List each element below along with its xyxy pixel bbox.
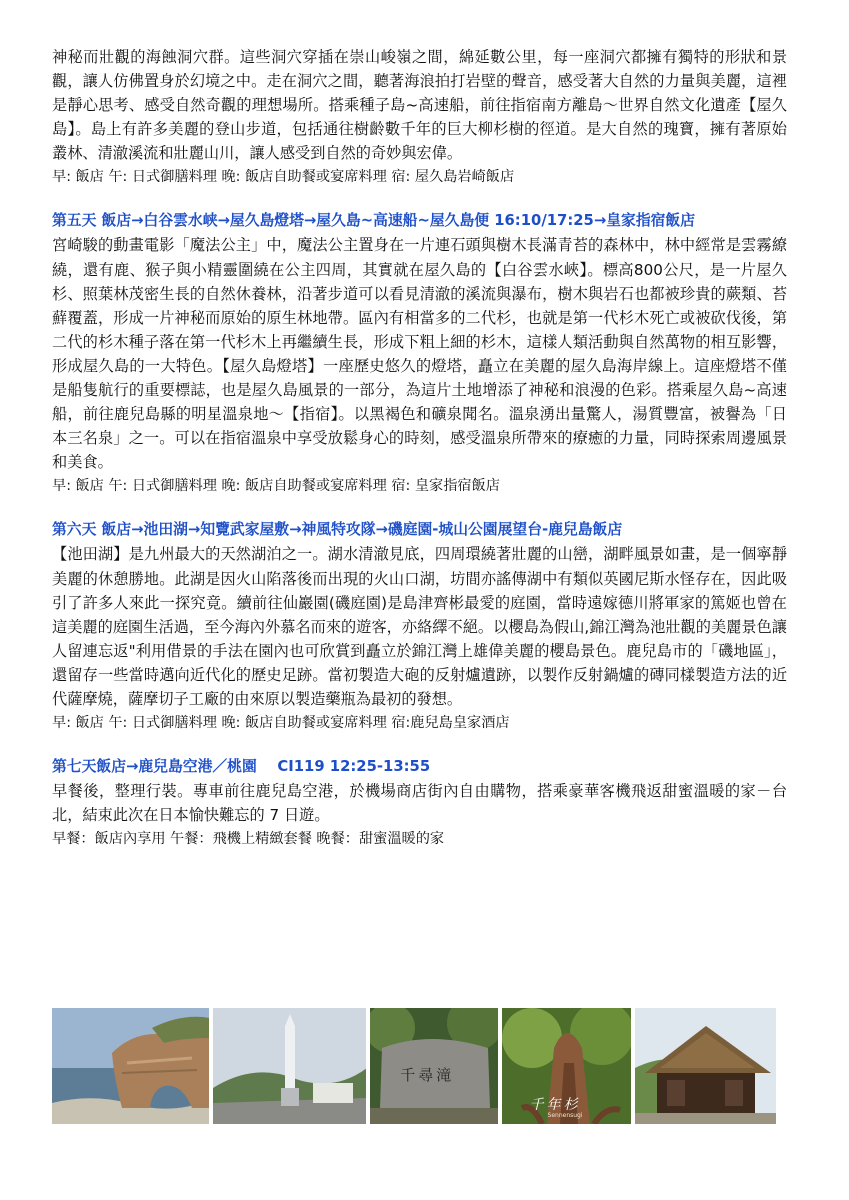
day6-title: 第六天 飯店→池田湖→知覽武家屋敷→神風特攻隊→磯庭園-城山公園展望台-鹿兒島飯店 (52, 521, 623, 539)
day6-meals: 早: 飯店 午: 日式御膳料理 晚: 飯店自助餐或宴席料理 宿:鹿兒島皇家酒店 (52, 715, 510, 732)
day7-meals: 早餐：飯店內享用 午餐：飛機上精緻套餐 晚餐：甜蜜溫暖的家 (52, 831, 445, 848)
cedar-caption: 千年杉 (529, 1097, 581, 1113)
stone-caption: 千尋滝 (400, 1066, 455, 1084)
photo-strip (52, 1008, 776, 1124)
day6-description: 【池田湖】是九州最大的天然湖泊之一。湖水清澈見底，四周環繞著壯麗的山巒，湖畔風景如畫，是一個寧靜美麗的休憩勝地。此湖是因火山陷落後而出現的火山口湖，坊間亦謠傳湖中有類似英國尼斯水怪存在，因此吸引了許多人來此一探究竟。續前往仙巖園(磯庭園)是島津齊彬最愛的庭園，當時遠嫁德川將軍家的篤姬也曾在這美麗的庭園生活過，至今海內外慕名而來的遊客，亦絡繹不絕。以櫻島為假山,錦江灣為池壯觀的美麗景色讓人留連忘返"利用借景的手法在園內也可欣賞到矗立於錦江灣上雄偉美麗的櫻島景色。鹿兒島市的「磯地區」，還留存一些當時邁向近代化的歷史足跡。當初製造大砲的反射爐遺跡，以製作反射鍋爐的磚同樣製造方法的近代薩摩燒，薩摩切子工廠的由來原以製造藥瓶為最初的發想。 (52, 545, 787, 708)
rocket-photo (213, 1008, 366, 1124)
day7-description: 早餐後，整理行裝。專車前往鹿兒島空港，於機場商店街內自由購物，搭乘豪華客機飛返甜蜜溫暖的家－台北，結束此次在日本愉快難忘的 7 日遊。 (52, 782, 787, 825)
cedar-tree-photo (502, 1008, 631, 1124)
day5-title: 第五天 飯店→白谷雲水峡→屋久島燈塔→屋久島~高速船~屋久島便 16:10/17:25→皇家指宿飯店 (52, 212, 696, 230)
day7-flight: CI119 12:25-13:55 (277, 758, 431, 776)
cedar-caption-romaji: Sennensugi (547, 1112, 583, 1119)
thatched-house-photo (635, 1008, 776, 1124)
day4-meals: 早: 飯店 午: 日式御膳料理 晚: 飯店自助餐或宴席料理 宿: 屋久島岩崎飯店 (52, 169, 515, 186)
sea-arch-photo (52, 1008, 209, 1124)
day4-description: 神秘而壯觀的海蝕洞穴群。這些洞穴穿插在崇山峻嶺之間，綿延數公里，每一座洞穴都擁有獨特的形狀和景觀，讓人仿佛置身於幻境之中。走在洞穴之間，聽著海浪拍打岩壁的聲音，感受著大自然的力量與美麗，這裡是靜心思考、感受自然奇觀的理想場所。搭乘種子島~高速船，前往指宿南方離島～世界自然文化遺產【屋久島】。島上有許多美麗的登山步道，包括通往樹齡數千年的巨大柳杉樹的徑道。是大自然的瑰寶，擁有著原始叢林、清澈溪流和壯麗山川，讓人感受到自然的奇妙與宏偉。 (52, 48, 787, 163)
day7-route: 第七天飯店→鹿兒島空港／桃園 (52, 758, 257, 776)
day5-description: 宮崎駿的動畫電影「魔法公主」中，魔法公主置身在一片連石頭與樹木長滿青苔的森林中，林中經常是雲霧繚繞，還有鹿、猴子與小精靈圍繞在公主四周，其實就在屋久島的【白谷雲水峽】。標高800公尺，是一片屋久杉、照葉林茂密生長的自然休養林，沿著步道可以看見清澈的溪流與瀑布，樹木與岩石也都被珍貴的蕨類、苔蘚覆蓋，形成一片神秘而原始的原生林地帶。區內有相當多的二代杉，也就是第一代杉木死亡或被砍伐後，第二代的杉木種子落在第一代杉木上再繼續生長，形成下粗上細的杉木，這樣人類活動與自然萬物的相互影響，形成屋久島的一大特色。【屋久島燈塔】一座歷史悠久的燈塔，矗立在美麗的屋久島海岸線上。這座燈塔不僅是船隻航行的重要標誌，也是屋久島風景的一部分，為這片土地增添了神秘和浪漫的色彩。搭乘屋久島~高速船，前往鹿兒島縣的明星溫泉地～【指宿】。以黑褐色和礦泉聞名。溫泉湧出量驚人，湯質豐富，被譽為「日本三名泉」之一。可以在指宿溫泉中享受放鬆身心的時刻，感受溫泉所帶來的療癒的力量，同時探索周邊風景和美食。 (52, 236, 787, 472)
stone-monument-photo (370, 1008, 497, 1124)
day7-title (52, 755, 787, 779)
day5-meals: 早: 飯店 午: 日式御膳料理 晚: 飯店自助餐或宴席料理 宿: 皇家指宿飯店 (52, 478, 500, 495)
itinerary-page (52, 45, 787, 851)
